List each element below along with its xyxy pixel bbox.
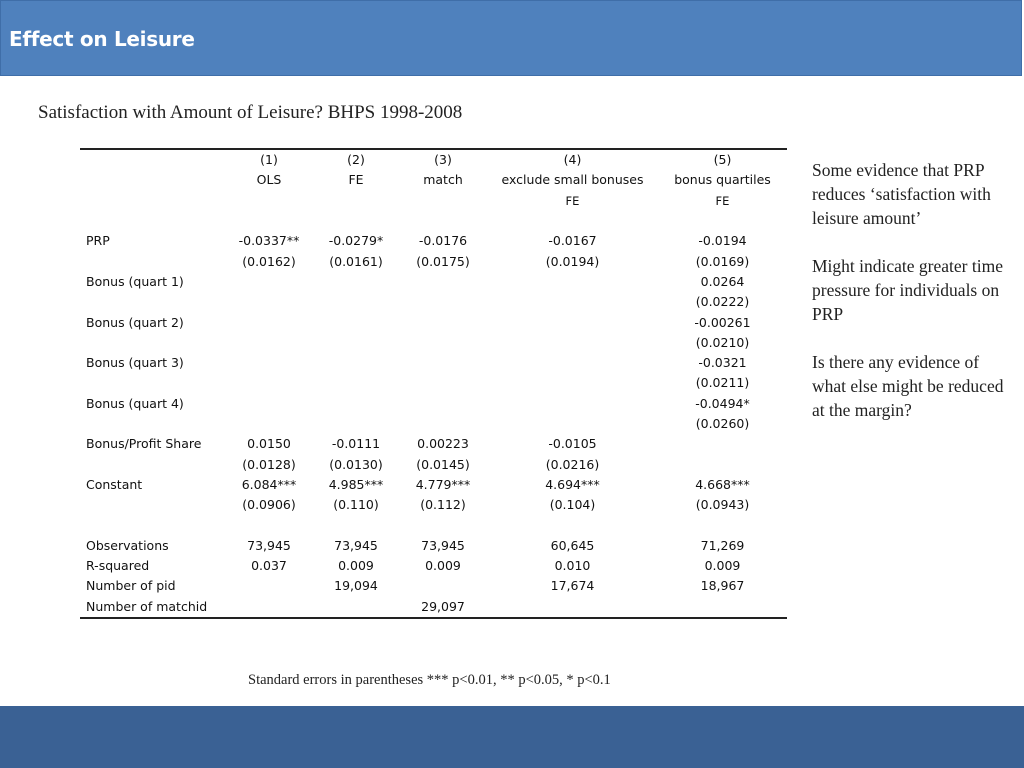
row-label <box>80 414 225 434</box>
table-cell <box>487 597 658 618</box>
table-cell: (0.0260) <box>695 416 750 431</box>
table-cell: (0.0216) <box>545 456 600 472</box>
col-method: bonus quartiles <box>674 172 771 188</box>
table-cell: 4.694*** <box>545 476 600 492</box>
table-cell <box>225 292 313 312</box>
table-cell: 73,945 <box>247 537 291 553</box>
table-cell: 19,094 <box>334 578 378 594</box>
table-cell <box>399 394 487 414</box>
table-cell: -0.0279* <box>328 233 384 249</box>
table-cell <box>487 272 658 292</box>
table-cell: 0.037 <box>251 558 287 574</box>
col-method: match <box>423 172 463 188</box>
table-cell: 0.009 <box>425 558 461 574</box>
row-label: Number of matchid <box>80 597 225 618</box>
col-method: OLS <box>256 172 282 188</box>
table-cell: (0.0145) <box>416 456 470 472</box>
table-cell: -0.0111 <box>331 436 381 452</box>
table-cell: 0.0150 <box>247 436 291 452</box>
row-label <box>80 333 225 353</box>
table-cell <box>487 292 658 312</box>
table-cell: 71,269 <box>700 537 745 553</box>
row-label: Bonus (quart 3) <box>86 355 184 371</box>
table-cell: -0.00261 <box>694 314 751 330</box>
table-cell: (0.0161) <box>329 253 383 269</box>
header-row-numbers <box>80 149 787 170</box>
table-row <box>80 333 787 353</box>
table-cell: 4.668*** <box>695 476 750 492</box>
note-text: Might indicate greater time pressure for individuals on PRP <box>812 256 1003 324</box>
row-label: Bonus (quart 4) <box>86 395 184 411</box>
title-bar <box>0 0 1022 76</box>
table-cell <box>313 353 399 373</box>
table-cell <box>313 333 399 353</box>
table-row <box>80 597 787 618</box>
row-label <box>80 251 225 271</box>
table-cell <box>225 312 313 332</box>
table-cell <box>313 414 399 434</box>
table-row <box>80 495 787 515</box>
note-text: Some evidence that PRP reduces ‘satisfaction with leisure amount’ <box>812 160 991 228</box>
col-number: (1) <box>225 149 313 170</box>
table-cell: 4.779*** <box>415 476 471 492</box>
table-cell: 17,674 <box>550 578 595 594</box>
note-text: Is there any evidence of what else might be reduced at the margin? <box>812 352 1004 420</box>
table-row <box>80 454 787 474</box>
table-row <box>80 394 787 414</box>
table-cell <box>225 333 313 353</box>
header-row-sub <box>80 191 787 211</box>
spacer-row <box>80 211 787 231</box>
table-cell <box>487 373 658 393</box>
col-sub <box>225 191 313 211</box>
table-row <box>80 475 787 495</box>
table-cell <box>399 576 487 596</box>
row-label: Bonus (quart 2) <box>86 314 184 330</box>
table-cell <box>313 515 399 535</box>
table-cell <box>313 597 399 618</box>
table-cell <box>225 597 313 618</box>
table-cell: 0.0264 <box>700 273 745 289</box>
row-label <box>80 292 225 312</box>
table-cell: -0.0321 <box>698 355 747 371</box>
col-method: FE <box>348 172 364 188</box>
row-label <box>80 373 225 393</box>
table-cell: 6.084*** <box>241 476 297 492</box>
table-cell: 60,645 <box>550 537 595 553</box>
regression-table <box>80 148 787 619</box>
table-cell <box>658 515 787 535</box>
table-cell <box>487 333 658 353</box>
row-label: Bonus (quart 1) <box>86 273 184 289</box>
table-cell: 0.009 <box>704 558 741 574</box>
row-label <box>80 495 225 515</box>
col-sub: FE <box>565 193 580 208</box>
table-cell: -0.0494* <box>695 395 750 411</box>
table-cell <box>225 576 313 596</box>
row-label: Observations <box>86 537 169 553</box>
table-cell: -0.0176 <box>418 233 468 249</box>
table-cell: (0.0128) <box>242 456 296 472</box>
row-label <box>80 515 225 535</box>
table-cell: 4.985*** <box>328 476 384 492</box>
table-cell: (0.0162) <box>242 253 296 269</box>
table-cell <box>399 272 487 292</box>
table-row <box>80 292 787 312</box>
table-cell <box>225 353 313 373</box>
table-cell <box>658 597 787 618</box>
table-cell: (0.0943) <box>695 497 750 513</box>
table-cell <box>313 312 399 332</box>
row-label: Bonus/Profit Share <box>86 436 202 452</box>
table-cell <box>313 373 399 393</box>
table-cell: (0.0130) <box>329 456 383 472</box>
col-method: exclude small bonuses <box>501 172 644 188</box>
table-cell <box>487 312 658 332</box>
table-cell: (0.0169) <box>695 253 750 269</box>
table-cell: (0.104) <box>549 497 596 513</box>
table-cell: 73,945 <box>421 537 465 553</box>
table-row <box>80 536 787 556</box>
table-cell <box>487 353 658 373</box>
col-number: (4) <box>487 149 658 170</box>
table-cell: (0.0211) <box>695 375 750 391</box>
table-footnote: Standard errors in parentheses *** p<0.01, ** p<0.05, * p<0.1 <box>248 672 611 688</box>
table-cell <box>399 292 487 312</box>
table-cell <box>399 353 487 373</box>
header-row-methods <box>80 170 787 190</box>
table-row <box>80 515 787 535</box>
table-cell: (0.112) <box>420 497 466 513</box>
table-cell <box>225 373 313 393</box>
table-row <box>80 353 787 373</box>
col-sub <box>399 191 487 211</box>
table-row <box>80 272 787 292</box>
row-label: R-squared <box>86 558 150 574</box>
table-row <box>80 434 787 454</box>
table-cell <box>399 414 487 434</box>
table-cell <box>658 434 787 454</box>
table-cell: (0.0222) <box>695 294 750 310</box>
table-cell: (0.0194) <box>545 253 600 269</box>
col-number: (3) <box>399 149 487 170</box>
table-cell <box>313 272 399 292</box>
table-cell: 73,945 <box>334 537 378 553</box>
table-cell: -0.0337** <box>238 233 300 249</box>
row-label <box>80 454 225 474</box>
col-number: (2) <box>313 149 399 170</box>
footer-bar <box>0 706 1024 768</box>
table-cell <box>487 515 658 535</box>
table-cell: (0.0906) <box>242 497 296 513</box>
table-cell <box>225 414 313 434</box>
table-cell: -0.0167 <box>548 233 597 249</box>
table-cell <box>487 394 658 414</box>
table-cell: (0.0210) <box>695 334 750 350</box>
table-cell <box>399 515 487 535</box>
table-cell <box>658 454 787 474</box>
row-label: PRP <box>86 233 110 249</box>
table-cell: -0.0194 <box>698 233 747 249</box>
table-cell <box>225 272 313 292</box>
table-cell <box>487 414 658 434</box>
table-cell <box>225 394 313 414</box>
table-cell <box>225 515 313 535</box>
table-cell: (0.110) <box>333 497 379 513</box>
table-cell <box>399 312 487 332</box>
notes-panel <box>812 158 1017 446</box>
col-number: (5) <box>658 149 787 170</box>
table-cell <box>313 394 399 414</box>
slide-title: Effect on Leisure <box>9 27 195 51</box>
table-row <box>80 414 787 434</box>
table-cell: 29,097 <box>399 597 487 618</box>
row-label: Constant <box>86 476 143 492</box>
table-cell: 0.00223 <box>417 436 469 452</box>
col-sub: FE <box>715 193 730 208</box>
row-label: Number of pid <box>86 578 176 594</box>
table-cell: -0.0105 <box>548 436 597 452</box>
table-row <box>80 556 787 576</box>
table-cell: 0.010 <box>554 558 591 574</box>
table-row <box>80 312 787 332</box>
table-cell <box>399 373 487 393</box>
col-sub <box>313 191 399 211</box>
table-caption: Satisfaction with Amount of Leisure? BHPS 1998-2008 <box>38 102 463 123</box>
table-cell <box>399 333 487 353</box>
table-cell: 18,967 <box>700 578 745 594</box>
table-cell <box>313 292 399 312</box>
table-row <box>80 373 787 393</box>
table-row <box>80 576 787 596</box>
table-cell: (0.0175) <box>416 253 470 269</box>
table-row <box>80 251 787 271</box>
table-cell: 0.009 <box>338 558 374 574</box>
table-row <box>80 231 787 251</box>
